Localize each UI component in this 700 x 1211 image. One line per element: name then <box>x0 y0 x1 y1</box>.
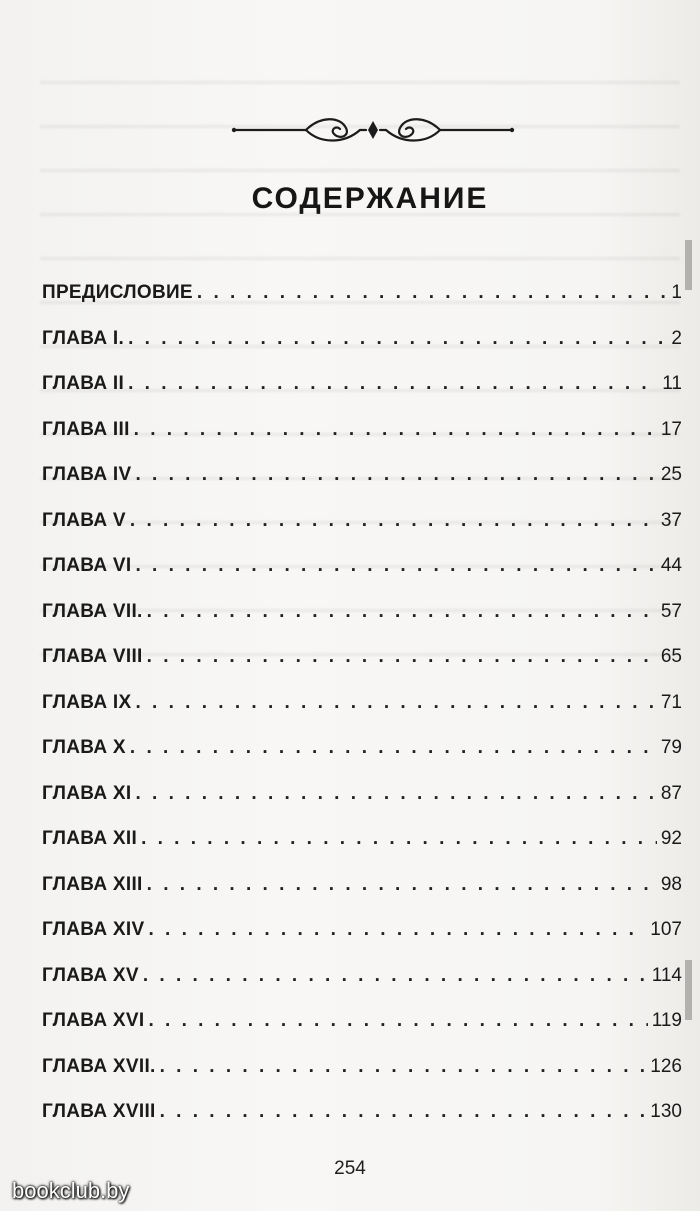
toc-entry <box>42 1101 682 1147</box>
toc-entry-page: 65 <box>660 646 682 667</box>
toc-entry-page: 79 <box>660 737 682 758</box>
toc-entry-label: ГЛАВА XVI <box>42 1010 145 1031</box>
toc-leader-dots <box>128 373 658 395</box>
toc-entry-page: 44 <box>660 555 682 576</box>
toc-entry <box>42 874 682 920</box>
toc-entry-label: ГЛАВА III <box>42 418 130 440</box>
toc-entry-label: ГЛАВА IX <box>42 691 132 713</box>
toc-leader-dots <box>135 555 656 577</box>
toc-leader-dots <box>135 464 656 486</box>
toc-leader-dots <box>160 1101 647 1123</box>
toc-entry-page: 1 <box>671 282 682 303</box>
toc-entry-label: ГЛАВА XIII <box>42 873 143 895</box>
toc-leader-dots <box>147 874 657 896</box>
site-watermark: bookclub.by <box>12 1178 130 1203</box>
toc-leader-dots <box>135 783 656 805</box>
page-edge-mark <box>685 240 692 290</box>
toc-leader-dots <box>141 828 657 850</box>
toc-entry <box>42 783 682 829</box>
toc-leader-dots <box>160 1056 647 1078</box>
toc-entry-label: ГЛАВА I. <box>42 327 125 349</box>
toc-entry-label: ГЛАВА V <box>42 509 126 531</box>
toc-entry-label: ГЛАВА XV <box>42 964 139 986</box>
toc-leader-dots <box>130 737 657 759</box>
toc-entry-page: 92 <box>660 828 682 849</box>
toc-entry <box>42 419 682 465</box>
toc-entry <box>42 282 682 328</box>
toc-entry <box>42 555 682 601</box>
toc-entry <box>42 373 682 419</box>
toc-entry-page: 37 <box>660 509 682 531</box>
page-edge-mark <box>685 960 692 1020</box>
toc-entry <box>42 1010 682 1056</box>
toc-entry-label: ГЛАВА XIV <box>42 919 145 940</box>
toc-entry-page: 107 <box>650 919 682 940</box>
toc-entry-label: ГЛАВА IV <box>42 464 132 485</box>
toc-leader-dots <box>147 601 657 623</box>
toc-entry <box>42 965 682 1011</box>
toc-entry <box>42 737 682 783</box>
toc-entry <box>42 828 682 874</box>
page-number: 254 <box>334 1158 366 1179</box>
toc-leader-dots <box>130 510 657 532</box>
toc-leader-dots <box>148 1010 647 1032</box>
toc-entry-page: 71 <box>660 691 682 713</box>
toc-leader-dots <box>134 419 657 441</box>
toc-leader-dots <box>143 965 648 987</box>
toc-entry-page: 57 <box>660 600 682 622</box>
toc-entry-page: 98 <box>660 873 682 895</box>
toc-entry-label: ГЛАВА II <box>42 373 125 394</box>
toc-entry <box>42 328 682 374</box>
toc-entry <box>42 601 682 647</box>
toc-entry-page: 114 <box>651 964 682 986</box>
toc-entry-label: ГЛАВА VIII <box>42 646 143 667</box>
toc-entry-page: 2 <box>671 327 682 349</box>
toc-leader-dots <box>147 646 657 668</box>
toc-entry-page: 119 <box>651 1010 682 1031</box>
toc-entry-page: 25 <box>660 464 682 485</box>
toc-leader-dots <box>135 692 656 714</box>
toc-entry-page: 130 <box>650 1101 682 1122</box>
toc-entry-label: ПРЕДИСЛОВИЕ <box>42 282 193 303</box>
toc-leader-dots <box>148 919 646 941</box>
contents-heading: СОДЕРЖАНИЕ <box>251 182 489 215</box>
toc-entry-label: ГЛАВА VI <box>42 555 132 576</box>
toc-entry <box>42 510 682 556</box>
toc-entry-page: 11 <box>662 373 682 394</box>
toc-entry-page: 87 <box>660 782 682 804</box>
table-of-contents <box>42 282 682 1147</box>
toc-entry <box>42 1056 682 1102</box>
toc-entry <box>42 692 682 738</box>
toc-entry-label: ГЛАВА XII <box>42 828 138 849</box>
toc-leader-dots <box>128 328 667 350</box>
toc-entry <box>42 464 682 510</box>
toc-leader-dots <box>197 282 668 304</box>
flourish-divider-icon <box>228 110 518 150</box>
toc-entry-label: ГЛАВА XI <box>42 782 132 804</box>
toc-entry-page: 126 <box>650 1055 682 1077</box>
toc-entry <box>42 646 682 692</box>
toc-entry <box>42 919 682 965</box>
toc-entry-label: ГЛАВА XVII. <box>42 1055 156 1077</box>
toc-entry-page: 17 <box>660 418 682 440</box>
toc-entry-label: ГЛАВА XVIII <box>42 1101 156 1122</box>
toc-entry-label: ГЛАВА VII. <box>42 600 143 622</box>
toc-entry-label: ГЛАВА X <box>42 737 126 758</box>
